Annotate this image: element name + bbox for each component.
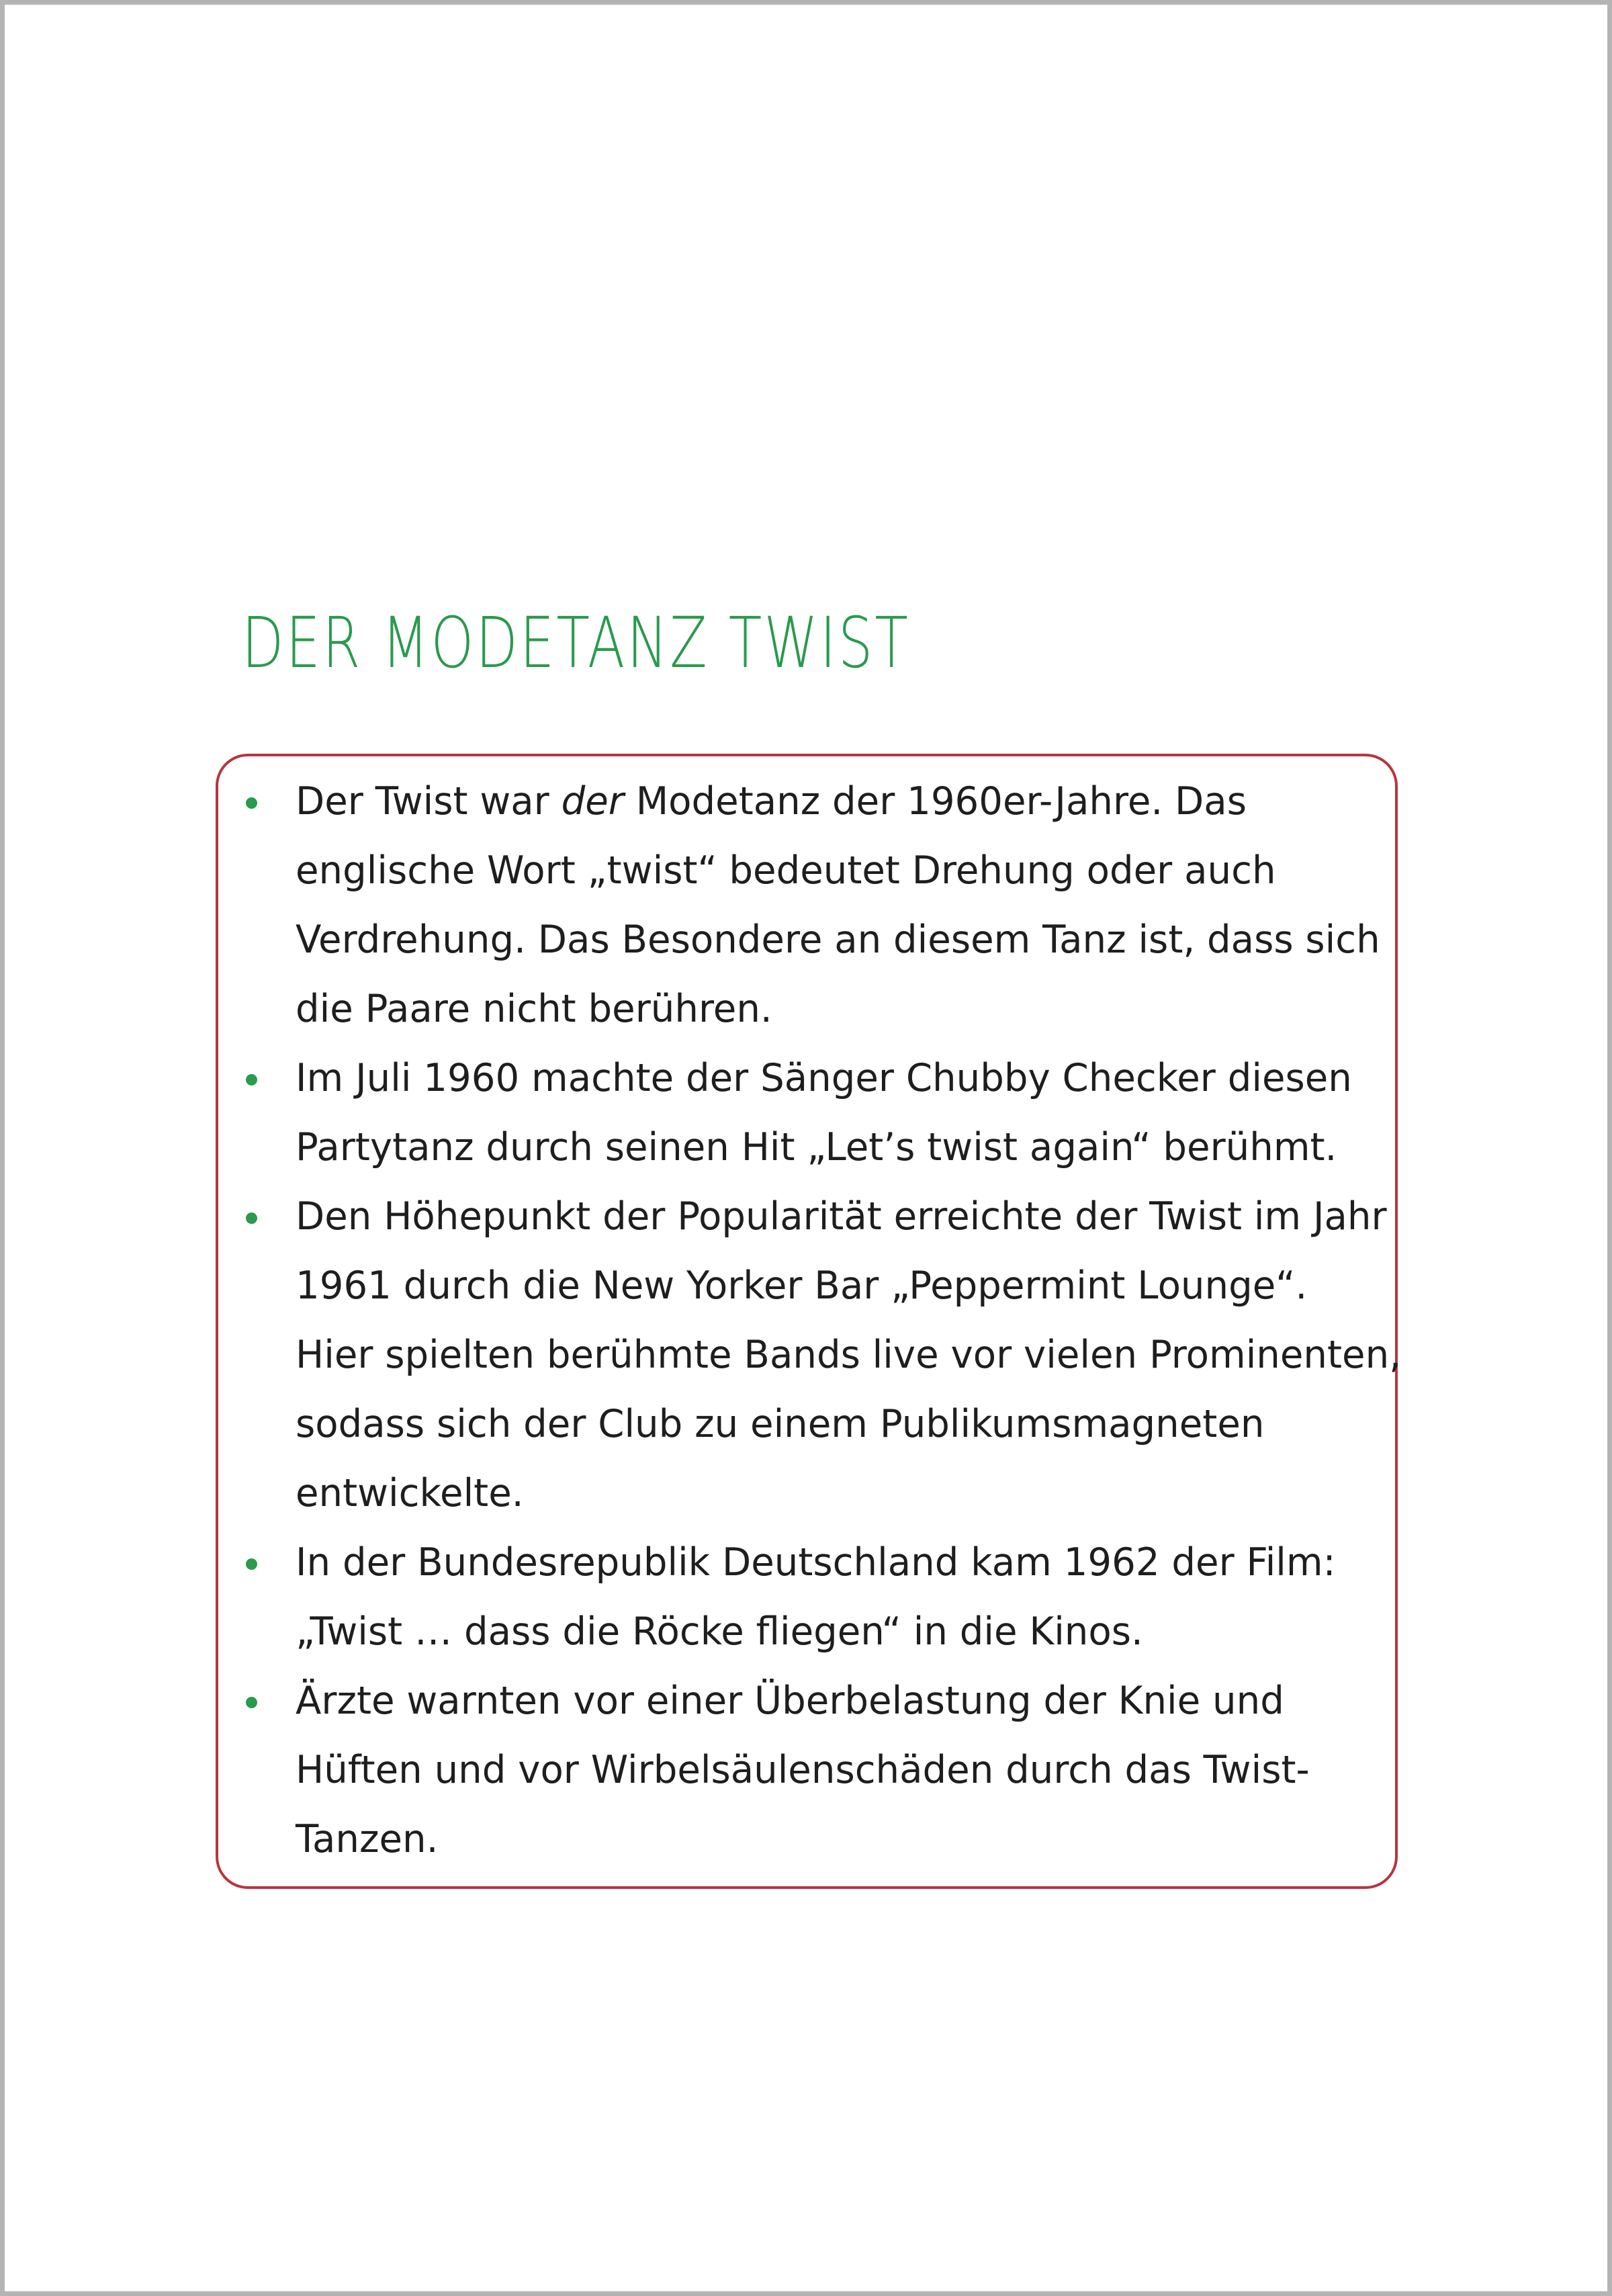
list-item-line: Verdrehung. Das Besondere an diesem Tanz ist, dass sich <box>296 918 1380 962</box>
list-item-line: englische Wort „twist“ bedeutet Drehung oder auch <box>296 848 1276 893</box>
list-item-line: Den Höhepunkt der Popularität erreichte der Twist im Jahr <box>296 1194 1387 1239</box>
list-item-line: entwickelte. <box>296 1471 524 1515</box>
bullet-icon <box>246 1074 257 1086</box>
bullet-icon <box>246 1697 257 1708</box>
bullet-icon <box>246 797 257 809</box>
list-item-line: Der Twist war der Modetanz der 1960er-Jahre. Das <box>296 779 1247 824</box>
bullet-icon <box>246 1212 257 1224</box>
list-item-line: Hier spielten berühmte Bands live vor vielen Prominenten, <box>296 1333 1402 1377</box>
list-item-line: Im Juli 1960 machte der Sänger Chubby Checker diesen <box>296 1056 1352 1100</box>
page-title: DER MODETANZ TWIST <box>242 602 911 684</box>
list-item-line: Ärzte warnten vor einer Überbelastung der Knie und <box>296 1679 1284 1723</box>
list-item-line: In der Bundesrepublik Deutschland kam 1962 der Film: <box>296 1540 1336 1585</box>
list-item <box>296 1667 1384 1874</box>
list-item-line: 1961 durch die New Yorker Bar „Peppermint Lounge“. <box>296 1264 1308 1308</box>
list-item <box>296 1528 1384 1667</box>
list-item-line: „Twist … dass die Röcke fliegen“ in die Kinos. <box>296 1609 1143 1654</box>
list-item-line: Tanzen. <box>296 1817 439 1861</box>
bullet-icon <box>246 1558 257 1570</box>
emphasis: der <box>561 779 624 824</box>
list-item-line: sodass sich der Club zu einem Publikumsmagneten <box>296 1402 1265 1446</box>
list-item-line: die Paare nicht berühren. <box>296 987 772 1031</box>
list-item <box>296 767 1384 1044</box>
list-item <box>296 1182 1402 1528</box>
list-item-line: Partytanz durch seinen Hit „Let’s twist again“ berühmt. <box>296 1125 1337 1169</box>
list-item-line: Hüften und vor Wirbelsäulenschäden durch das Twist- <box>296 1748 1310 1792</box>
bullet-list <box>296 767 1402 1874</box>
list-item <box>296 1044 1384 1182</box>
